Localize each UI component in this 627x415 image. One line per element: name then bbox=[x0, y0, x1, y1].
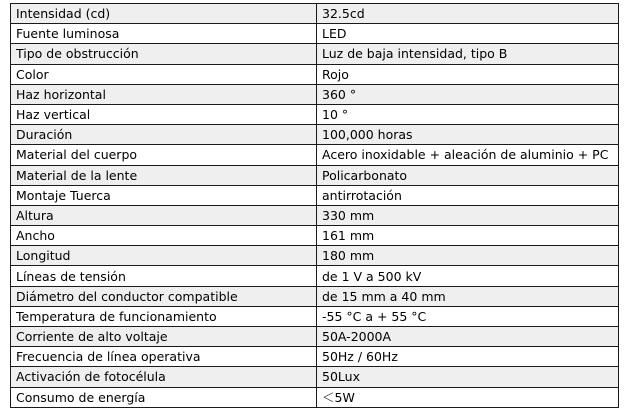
table-row bbox=[11, 367, 619, 387]
spec-label: Montaje Tuerca bbox=[11, 185, 317, 205]
table-row bbox=[11, 327, 619, 347]
spec-label: Material del cuerpo bbox=[11, 145, 317, 165]
spec-value: 10 ° bbox=[317, 104, 619, 124]
spec-table bbox=[10, 3, 619, 408]
spec-label: Haz vertical bbox=[11, 104, 317, 124]
spec-label: Color bbox=[11, 64, 317, 84]
spec-value: 50Lux bbox=[317, 367, 619, 387]
table-row bbox=[11, 24, 619, 44]
spec-label: Fuente luminosa bbox=[11, 24, 317, 44]
table-row bbox=[11, 266, 619, 286]
table-row bbox=[11, 4, 619, 24]
spec-label: Frecuencia de línea operativa bbox=[11, 347, 317, 367]
spec-value: 360 ° bbox=[317, 84, 619, 104]
spec-value: 50A-2000A bbox=[317, 327, 619, 347]
spec-label: Activación de fotocélula bbox=[11, 367, 317, 387]
spec-value: 180 mm bbox=[317, 246, 619, 266]
spec-value: 50Hz / 60Hz bbox=[317, 347, 619, 367]
table-row bbox=[11, 286, 619, 306]
table-row bbox=[11, 104, 619, 124]
spec-label: Intensidad (cd) bbox=[11, 4, 317, 24]
spec-label: Diámetro del conductor compatible bbox=[11, 286, 317, 306]
spec-value: de 1 V a 500 kV bbox=[317, 266, 619, 286]
table-row bbox=[11, 387, 619, 407]
spec-label: Consumo de energía bbox=[11, 387, 317, 407]
spec-label: Ancho bbox=[11, 226, 317, 246]
spec-value: 161 mm bbox=[317, 226, 619, 246]
spec-label: Tipo de obstrucción bbox=[11, 44, 317, 64]
spec-value: antirrotación bbox=[317, 185, 619, 205]
spec-value: LED bbox=[317, 24, 619, 44]
spec-value: 100,000 horas bbox=[317, 125, 619, 145]
table-row bbox=[11, 44, 619, 64]
table-row bbox=[11, 306, 619, 326]
table-row bbox=[11, 226, 619, 246]
table-row bbox=[11, 125, 619, 145]
spec-label: Material de la lente bbox=[11, 165, 317, 185]
spec-value: ＜5W bbox=[317, 387, 619, 407]
spec-value: Policarbonato bbox=[317, 165, 619, 185]
spec-label: Duración bbox=[11, 125, 317, 145]
spec-value: Acero inoxidable + aleación de aluminio + PC bbox=[317, 145, 619, 165]
spec-value: Luz de baja intensidad, tipo B bbox=[317, 44, 619, 64]
spec-value: 32.5cd bbox=[317, 4, 619, 24]
spec-table-body bbox=[11, 4, 619, 408]
spec-label: Corriente de alto voltaje bbox=[11, 327, 317, 347]
table-row bbox=[11, 145, 619, 165]
spec-label: Temperatura de funcionamiento bbox=[11, 306, 317, 326]
spec-value: 330 mm bbox=[317, 205, 619, 225]
table-row bbox=[11, 84, 619, 104]
table-row bbox=[11, 165, 619, 185]
spec-value: -55 °C a + 55 °C bbox=[317, 306, 619, 326]
spec-label: Haz horizontal bbox=[11, 84, 317, 104]
table-row bbox=[11, 185, 619, 205]
spec-value: de 15 mm a 40 mm bbox=[317, 286, 619, 306]
table-row bbox=[11, 246, 619, 266]
table-row bbox=[11, 347, 619, 367]
spec-label: Líneas de tensión bbox=[11, 266, 317, 286]
table-row bbox=[11, 64, 619, 84]
table-row bbox=[11, 205, 619, 225]
spec-label: Longitud bbox=[11, 246, 317, 266]
spec-label: Altura bbox=[11, 205, 317, 225]
spec-value: Rojo bbox=[317, 64, 619, 84]
